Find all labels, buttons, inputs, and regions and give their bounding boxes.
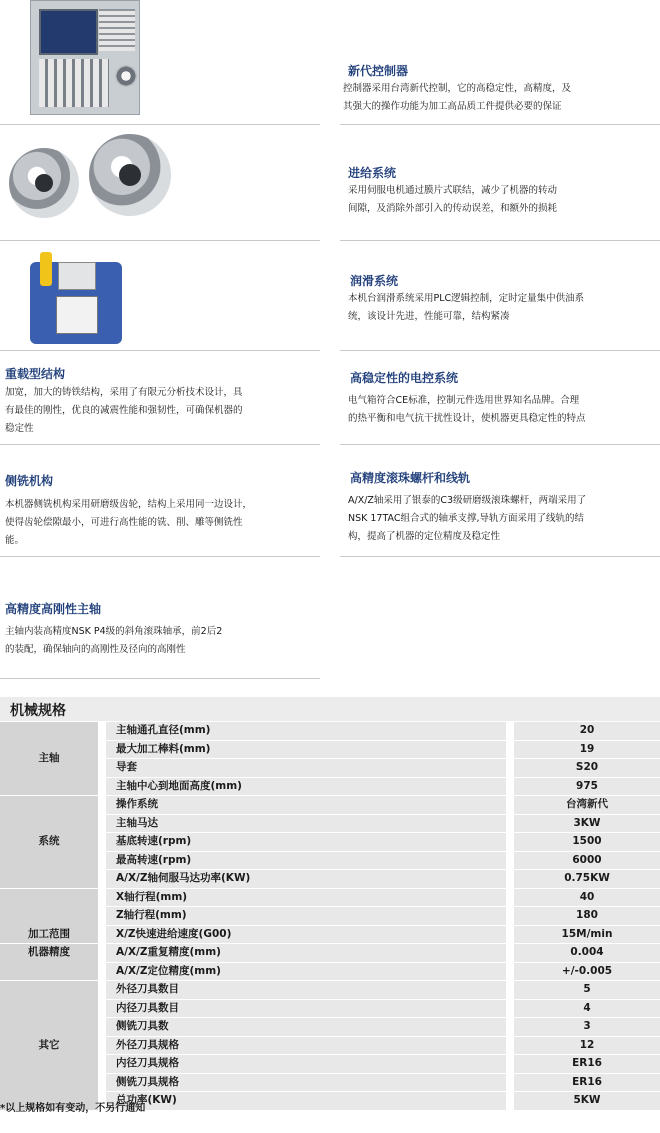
spec-item: 主轴中心到地面高度(mm) (106, 778, 514, 797)
lube-desc (348, 290, 584, 326)
controller-button-panel (39, 59, 109, 107)
controller-handwheel (115, 65, 137, 87)
table-row (0, 981, 660, 1000)
divider (0, 556, 320, 557)
ballscrew-desc-line: NSK 17TAC组合式的轴承支撑,导轨方面采用了线轨的结 (348, 513, 585, 524)
ballscrew-desc-line: 构，提高了机器的定位精度及稳定性 (348, 531, 501, 542)
spec-value: 975 (514, 778, 660, 797)
side-milling-desc-line: 使得齿轮偿隙最小，可进行高性能的铣、削、雕等侧铣性 (5, 517, 243, 528)
spec-item: A/X/Z轴伺服马达功率(KW) (106, 870, 514, 889)
ballscrew-desc (348, 492, 586, 546)
side-milling-desc (5, 496, 252, 550)
electric-desc-line: 电气箱符合CE标准，控制元件选用世界知名品牌。合理 (348, 395, 580, 406)
heavy-structure-desc-line: 有最佳的刚性，优良的减震性能和强韧性，可确保机器的 (5, 405, 243, 416)
spec-value: 0.75KW (514, 870, 660, 889)
spec-title: 机械规格 (10, 703, 66, 719)
pump-label (56, 296, 98, 334)
spec-item: 外径刀具数目 (106, 981, 514, 1000)
spec-value: 5KW (514, 1092, 660, 1111)
spec-value: 0.004 (514, 944, 660, 963)
heavy-structure-desc-line: 稳定性 (5, 423, 34, 434)
controller-desc (343, 80, 571, 116)
lube-desc-line: 本机台润滑系统采用PLC逻辑控制，定时定量集中供油系 (348, 293, 585, 304)
spec-item: 最大加工棒料(mm) (106, 741, 514, 760)
spec-category: 加工范围 (0, 889, 106, 945)
controller-title: 新代控制器 (348, 64, 409, 78)
spec-item: 总功率(KW) (106, 1092, 514, 1111)
controller-desc-line: 其强大的操作功能为加工高品质工件提供必要的保证 (343, 101, 562, 112)
spec-category: 机器精度 (0, 944, 106, 981)
spec-item: 侧铣刀具规格 (106, 1074, 514, 1093)
lube-title: 润滑系统 (350, 274, 399, 288)
divider (340, 556, 660, 557)
spindle-desc-line: 的装配，确保轴向的高刚性及径向的高刚性 (5, 644, 186, 655)
divider (0, 240, 320, 241)
divider (0, 124, 320, 125)
spec-category: 其它 (0, 981, 106, 1111)
spec-item: 最高转速(rpm) (106, 852, 514, 871)
spec-table (0, 722, 660, 1111)
feed-desc (348, 182, 557, 218)
spec-item: A/X/Z定位精度(mm) (106, 963, 514, 982)
spec-value: 5 (514, 981, 660, 1000)
heavy-structure-desc-line: 加宽，加大的铸铁结构，采用了有限元分析技术设计，具 (5, 387, 243, 398)
spec-value: 19 (514, 741, 660, 760)
electric-title: 高稳定性的电控系统 (350, 371, 459, 385)
divider (340, 350, 660, 351)
spec-value: 3 (514, 1018, 660, 1037)
spec-value: 3KW (514, 815, 660, 834)
table-row (0, 722, 660, 741)
spec-value: 1500 (514, 833, 660, 852)
spec-item: 操作系统 (106, 796, 514, 815)
controller-desc-line: 控制器采用台湾新代控制，它的高稳定性，高精度，及 (343, 83, 572, 94)
spindle-desc-line: 主轴内装高精度NSK P4级的斜角滚珠轴承，前2后2 (5, 626, 223, 637)
spec-item: 外径刀具规格 (106, 1037, 514, 1056)
ballscrew-desc-line: A/X/Z轴采用了银泰的C3级研磨级滚珠螺杆，两端采用了 (348, 495, 587, 506)
controller-keypad (99, 9, 135, 51)
spec-footnote: *以上规格如有变动，不另行通知 (0, 1103, 146, 1114)
spec-category: 系统 (0, 796, 106, 889)
ballscrew-title: 高精度滚珠螺杆和线轨 (350, 471, 471, 485)
spec-value: +/-0.005 (514, 963, 660, 982)
feed-desc-line: 采用伺服电机通过膜片式联结，减少了机器的转动 (348, 185, 558, 196)
divider (0, 444, 320, 445)
spec-value: ER16 (514, 1055, 660, 1074)
feed-desc-line: 间隙，及消除外部引入的传动误差，和额外的损耗 (348, 203, 558, 214)
spec-item: 基底转速(rpm) (106, 833, 514, 852)
spec-value: 4 (514, 1000, 660, 1019)
spec-value: 180 (514, 907, 660, 926)
heavy-structure-title: 重载型结构 (5, 367, 66, 381)
spec-value: S20 (514, 759, 660, 778)
spec-item: 内径刀具规格 (106, 1055, 514, 1074)
lube-desc-line: 统，该设计先进，性能可靠，结构紧凑 (348, 311, 510, 322)
spec-item: Z轴行程(mm) (106, 907, 514, 926)
spec-value: 20 (514, 722, 660, 741)
spec-value: 15M/min (514, 926, 660, 945)
spec-value: 40 (514, 889, 660, 908)
spec-section-header (0, 697, 660, 721)
spec-item: 导套 (106, 759, 514, 778)
spec-value: ER16 (514, 1074, 660, 1093)
spec-category: 主轴 (0, 722, 106, 796)
cnc-controller-image (30, 0, 140, 115)
table-row (0, 796, 660, 815)
spec-value: 12 (514, 1037, 660, 1056)
spec-value: 台湾新代 (514, 796, 660, 815)
divider (340, 124, 660, 125)
divider (340, 240, 660, 241)
table-row (0, 944, 660, 963)
divider (0, 350, 320, 351)
divider (0, 678, 320, 679)
spec-item: X轴行程(mm) (106, 889, 514, 908)
feed-title: 进给系统 (348, 166, 397, 180)
divider (340, 444, 660, 445)
spec-item: 侧铣刀具数 (106, 1018, 514, 1037)
oil-bottle (40, 252, 52, 286)
spec-item: 内径刀具数目 (106, 1000, 514, 1019)
side-milling-desc-line: 本机器侧铣机构采用研磨级齿轮，结构上采用同一边设计， (5, 499, 253, 510)
spec-item: X/Z快速进给速度(G00) (106, 926, 514, 945)
spindle-title: 高精度高刚性主轴 (5, 602, 102, 616)
side-milling-title: 侧铣机构 (5, 474, 54, 488)
spec-item: 主轴通孔直径(mm) (106, 722, 514, 741)
electric-desc (348, 392, 586, 428)
spec-item: 主轴马达 (106, 815, 514, 834)
electric-desc-line: 的热平衡和电气抗干扰性设计，使机器更具稳定性的特点 (348, 413, 586, 424)
pump-motor (58, 262, 96, 290)
table-row (0, 889, 660, 908)
controller-screen (39, 9, 98, 55)
coupling-image (5, 128, 175, 228)
spec-value: 6000 (514, 852, 660, 871)
side-milling-desc-line: 能。 (5, 535, 25, 546)
spec-item: A/X/Z重复精度(mm) (106, 944, 514, 963)
spindle-desc (5, 623, 222, 659)
heavy-structure-desc (5, 384, 243, 438)
